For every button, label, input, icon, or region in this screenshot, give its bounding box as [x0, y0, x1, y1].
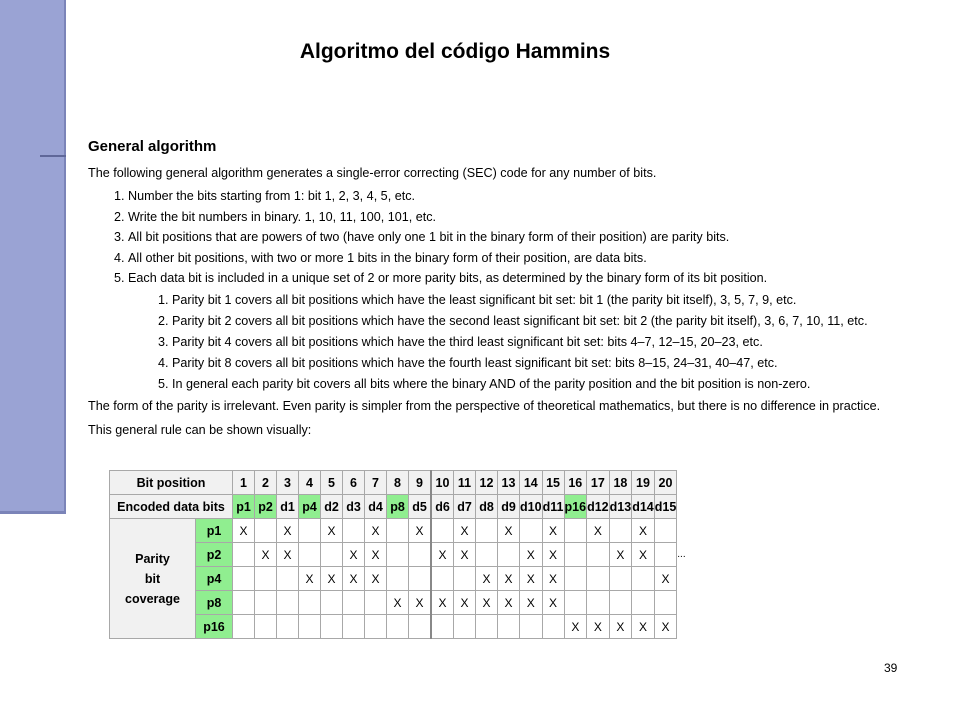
substep-item: 1. Parity bit 1 covers all bit positions which have the least significant bit set: bit 1 (the parity bit itself), 3, 5, 7, 9, etc. — [172, 292, 948, 309]
coverage-cell — [654, 591, 677, 615]
bit-position-cell: 14 — [520, 471, 543, 495]
parity-label-line: coverage — [125, 591, 180, 606]
coverage-cell: X — [498, 591, 520, 615]
coverage-cell: X — [365, 519, 387, 543]
coverage-cell — [542, 615, 564, 639]
substep-item: 4. Parity bit 8 covers all bit positions which have the fourth least significant bit set: bits 8–15, 24–31, 40–47, etc. — [172, 355, 948, 372]
intro-text: The following general algorithm generates a single-error correcting (SEC) code for any number of bits. — [88, 166, 657, 180]
bit-position-cell: 11 — [454, 471, 476, 495]
coverage-cell — [365, 615, 387, 639]
encoded-bit-cell: p1 — [233, 495, 255, 519]
encoded-bit-cell: d5 — [409, 495, 432, 519]
bit-position-cell: 5 — [321, 471, 343, 495]
coverage-cell: X — [498, 567, 520, 591]
substep-item: 3. Parity bit 4 covers all bit positions which have the third least significant bit set: bits 4–7, 12–15, 20–23, etc. — [172, 334, 948, 351]
coverage-cell — [564, 519, 587, 543]
coverage-cell: X — [564, 615, 587, 639]
coverage-cell: X — [321, 567, 343, 591]
coverage-cell: X — [476, 591, 498, 615]
parity-row-name: p1 — [196, 519, 233, 543]
coverage-cell — [387, 615, 409, 639]
coverage-cell: X — [409, 591, 432, 615]
coverage-cell — [387, 543, 409, 567]
blank-cell — [677, 567, 699, 591]
encoded-bit-cell: d15 — [654, 495, 677, 519]
coverage-cell — [343, 519, 365, 543]
coverage-cell — [409, 543, 432, 567]
parity-row — [110, 615, 699, 639]
bit-position-cell: 7 — [365, 471, 387, 495]
coverage-cell: X — [365, 543, 387, 567]
step-item: 2. Write the bit numbers in binary. 1, 10, 11, 100, 101, etc. — [128, 209, 948, 226]
coverage-cell — [476, 519, 498, 543]
parity-row-name: p16 — [196, 615, 233, 639]
blank-cell — [677, 471, 699, 495]
coverage-cell: X — [255, 543, 277, 567]
bit-position-cell: 18 — [609, 471, 632, 495]
encoded-bits-row — [110, 495, 699, 519]
bit-position-cell: 20 — [654, 471, 677, 495]
coverage-cell — [343, 615, 365, 639]
parity-row — [110, 567, 699, 591]
coverage-cell: X — [233, 519, 255, 543]
step-item — [128, 270, 948, 393]
decorative-sidebar — [0, 0, 66, 513]
encoded-bit-cell: d7 — [454, 495, 476, 519]
coverage-cell — [454, 615, 476, 639]
coverage-cell — [233, 615, 255, 639]
ellipsis-cell: ... — [677, 543, 699, 567]
bit-position-cell: 16 — [564, 471, 587, 495]
coverage-cell — [255, 615, 277, 639]
coverage-cell: X — [542, 567, 564, 591]
coverage-cell — [587, 543, 610, 567]
slide-title: Algoritmo del código Hammins — [299, 40, 611, 63]
bit-position-cell: 10 — [431, 471, 454, 495]
bit-position-cell: 13 — [498, 471, 520, 495]
encoded-bit-cell: d6 — [431, 495, 454, 519]
parity-paragraph: The form of the parity is irrelevant. Even parity is simpler from the perspective of theoretical mathematics, but there is no difference in practice. — [88, 399, 881, 413]
bit-position-cell: 9 — [409, 471, 432, 495]
encoded-bit-cell: d4 — [365, 495, 387, 519]
parity-row-name: p2 — [196, 543, 233, 567]
encoded-bit-cell: d11 — [542, 495, 564, 519]
coverage-cell — [233, 591, 255, 615]
coverage-cell: X — [498, 519, 520, 543]
coverage-cell — [321, 615, 343, 639]
encoded-bit-cell: p16 — [564, 495, 587, 519]
coverage-cell — [343, 591, 365, 615]
coverage-cell — [609, 519, 632, 543]
page-number: 39 — [884, 661, 898, 675]
coverage-cell — [277, 591, 299, 615]
encoded-bit-cell: p2 — [255, 495, 277, 519]
coverage-cell — [587, 591, 610, 615]
parity-row-name: p4 — [196, 567, 233, 591]
coverage-cell: X — [431, 543, 454, 567]
coverage-cell: X — [520, 567, 543, 591]
coverage-cell: X — [587, 615, 610, 639]
encoded-bit-cell: d13 — [609, 495, 632, 519]
coverage-cell — [498, 615, 520, 639]
section-heading: General algorithm — [88, 138, 217, 155]
coverage-cell — [431, 519, 454, 543]
bit-position-cell: 4 — [299, 471, 321, 495]
coverage-cell: X — [321, 519, 343, 543]
coverage-cell — [255, 591, 277, 615]
coverage-cell: X — [632, 519, 655, 543]
bit-position-cell: 8 — [387, 471, 409, 495]
coverage-cell — [476, 543, 498, 567]
bit-position-cell: 6 — [343, 471, 365, 495]
coverage-cell: X — [365, 567, 387, 591]
bit-position-cell: 19 — [632, 471, 655, 495]
encoded-bits-label: Encoded data bits — [110, 495, 233, 519]
coverage-cell: X — [454, 519, 476, 543]
encoded-bit-cell: p4 — [299, 495, 321, 519]
encoded-bit-cell: d2 — [321, 495, 343, 519]
coverage-cell — [609, 591, 632, 615]
coverage-cell — [233, 567, 255, 591]
encoded-bit-cell: d12 — [587, 495, 610, 519]
parity-row-name: p8 — [196, 591, 233, 615]
bit-position-label: Bit position — [110, 471, 233, 495]
substep-item: 2. Parity bit 2 covers all bit positions which have the second least significant bit set: bit 2 (the parity bit itself), 3, 6, 7, 10, 11, etc. — [172, 313, 948, 330]
coverage-cell — [299, 543, 321, 567]
coverage-cell: X — [454, 543, 476, 567]
bit-position-row — [110, 471, 699, 495]
content-area — [88, 138, 948, 439]
parity-label-line: bit — [144, 571, 161, 586]
coverage-cell: X — [277, 519, 299, 543]
blank-cell — [677, 615, 699, 639]
coverage-cell: X — [431, 591, 454, 615]
parity-row — [110, 591, 699, 615]
hamming-coverage-table — [109, 470, 699, 639]
coverage-cell: X — [343, 543, 365, 567]
coverage-cell — [365, 591, 387, 615]
coverage-cell — [654, 519, 677, 543]
step-item: 3. All bit positions that are powers of two (have only one 1 bit in the binary form of their position) are parity bits. — [128, 229, 948, 246]
coverage-cell — [409, 567, 432, 591]
coverage-cell: X — [299, 567, 321, 591]
coverage-cell — [564, 543, 587, 567]
coverage-cell — [321, 591, 343, 615]
coverage-cell — [321, 543, 343, 567]
coverage-cell — [277, 615, 299, 639]
coverage-cell — [632, 591, 655, 615]
coverage-cell: X — [609, 543, 632, 567]
coverage-cell: X — [277, 543, 299, 567]
coverage-cell — [632, 567, 655, 591]
parity-substeps — [128, 292, 948, 393]
encoded-bit-cell: d3 — [343, 495, 365, 519]
coverage-cell — [520, 615, 543, 639]
coverage-cell: X — [542, 519, 564, 543]
parity-label-line: Parity — [135, 551, 170, 566]
encoded-bit-cell: d9 — [498, 495, 520, 519]
visual-paragraph: This general rule can be shown visually: — [88, 423, 312, 437]
coverage-cell — [431, 567, 454, 591]
coverage-cell — [277, 567, 299, 591]
coverage-cell — [564, 567, 587, 591]
coverage-cell: X — [409, 519, 432, 543]
parity-coverage-label — [110, 519, 196, 639]
coverage-cell: X — [632, 543, 655, 567]
coverage-cell — [498, 543, 520, 567]
decorative-line — [40, 155, 66, 157]
bit-position-cell: 15 — [542, 471, 564, 495]
coverage-cell: X — [520, 543, 543, 567]
parity-row — [110, 543, 699, 567]
blank-cell — [677, 495, 699, 519]
encoded-bit-cell: d1 — [277, 495, 299, 519]
encoded-bit-cell: d14 — [632, 495, 655, 519]
coverage-cell — [520, 519, 543, 543]
coverage-cell — [409, 615, 432, 639]
coverage-cell: X — [632, 615, 655, 639]
coverage-cell — [387, 519, 409, 543]
parity-row — [110, 519, 699, 543]
substep-item: 5. In general each parity bit covers all bits where the binary AND of the parity position and the bit position is non-zero. — [172, 376, 948, 393]
step-text: Each data bit is included in a unique set of 2 or more parity bits, as determined by the binary form of its bit position. — [128, 271, 768, 285]
coverage-cell: X — [520, 591, 543, 615]
coverage-cell — [233, 543, 255, 567]
coverage-cell: X — [454, 591, 476, 615]
coverage-cell — [654, 543, 677, 567]
coverage-cell — [387, 567, 409, 591]
coverage-cell — [476, 615, 498, 639]
coverage-cell — [299, 519, 321, 543]
coverage-cell — [255, 519, 277, 543]
encoded-bit-cell: d8 — [476, 495, 498, 519]
coverage-cell — [587, 567, 610, 591]
coverage-cell: X — [542, 543, 564, 567]
coverage-cell: X — [387, 591, 409, 615]
coverage-cell: X — [542, 591, 564, 615]
coverage-cell — [454, 567, 476, 591]
algorithm-steps — [88, 188, 948, 393]
coverage-cell — [564, 591, 587, 615]
coverage-cell: X — [343, 567, 365, 591]
bit-position-cell: 17 — [587, 471, 610, 495]
coverage-cell: X — [654, 615, 677, 639]
encoded-bit-cell: d10 — [520, 495, 543, 519]
coverage-cell — [299, 615, 321, 639]
decorative-sidebar-base — [0, 511, 66, 514]
coverage-cell: X — [609, 615, 632, 639]
encoded-bit-cell: p8 — [387, 495, 409, 519]
step-item: 1. Number the bits starting from 1: bit 1, 2, 3, 4, 5, etc. — [128, 188, 948, 205]
blank-cell — [677, 519, 699, 543]
blank-cell — [677, 591, 699, 615]
coverage-cell: X — [476, 567, 498, 591]
coverage-cell: X — [587, 519, 610, 543]
coverage-cell — [299, 591, 321, 615]
bit-position-cell: 2 — [255, 471, 277, 495]
coverage-cell — [431, 615, 454, 639]
coverage-cell: X — [654, 567, 677, 591]
coverage-cell — [609, 567, 632, 591]
bit-position-cell: 3 — [277, 471, 299, 495]
coverage-cell — [255, 567, 277, 591]
step-item: 4. All other bit positions, with two or more 1 bits in the binary form of their position, are data bits. — [128, 250, 948, 267]
bit-position-cell: 12 — [476, 471, 498, 495]
bit-position-cell: 1 — [233, 471, 255, 495]
